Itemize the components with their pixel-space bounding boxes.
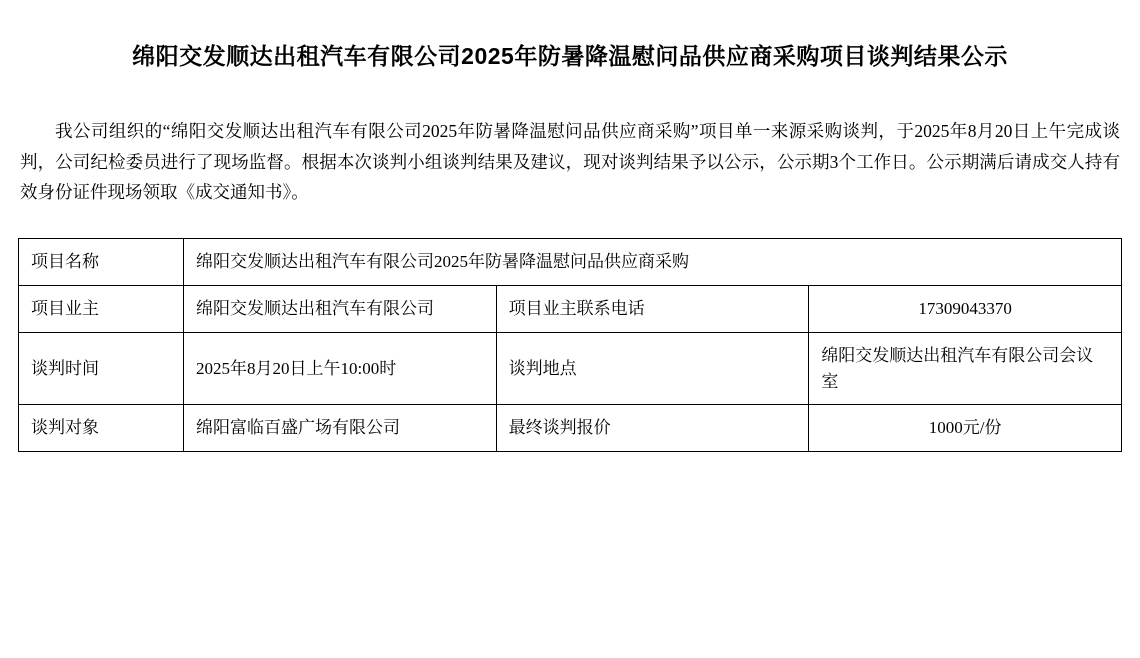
row-label-negotiation-place: 谈判地点 xyxy=(496,333,809,405)
table-row xyxy=(19,286,1122,333)
table-row xyxy=(19,239,1122,286)
row-label-project-name: 项目名称 xyxy=(19,239,184,286)
row-value-negotiation-place: 绵阳交发顺达出租汽车有限公司会议室 xyxy=(809,333,1122,405)
table-row xyxy=(19,333,1122,405)
row-label-owner: 项目业主 xyxy=(19,286,184,333)
row-value-owner: 绵阳交发顺达出租汽车有限公司 xyxy=(184,286,497,333)
row-label-owner-phone: 项目业主联系电话 xyxy=(496,286,809,333)
row-value-negotiation-time: 2025年8月20日上午10:00时 xyxy=(184,333,497,405)
announcement-paragraph: 我公司组织的“绵阳交发顺达出租汽车有限公司2025年防暑降温慰问品供应商采购”项目单一来源采购谈判，于2025年8月20日上午完成谈判，公司纪检委员进行了现场监督。根据本次谈判小组谈判结果及建议，现对谈判结果予以公示，公示期3个工作日。公示期满后请成交人持有效身份证件现场领取《成交通知书》。 xyxy=(20,121,1120,203)
row-label-negotiation-target: 谈判对象 xyxy=(19,405,184,452)
table-row xyxy=(19,405,1122,452)
row-value-owner-phone: 17309043370 xyxy=(809,286,1122,333)
row-label-final-price: 最终谈判报价 xyxy=(496,405,809,452)
document-page xyxy=(0,40,1140,658)
project-info-table xyxy=(18,238,1122,452)
row-value-final-price: 1000元/份 xyxy=(809,405,1122,452)
row-label-negotiation-time: 谈判时间 xyxy=(19,333,184,405)
page-title: 绵阳交发顺达出租汽车有限公司2025年防暑降温慰问品供应商采购项目谈判结果公示 xyxy=(132,43,1008,69)
row-value-negotiation-target: 绵阳富临百盛广场有限公司 xyxy=(184,405,497,452)
row-value-project-name: 绵阳交发顺达出租汽车有限公司2025年防暑降温慰问品供应商采购 xyxy=(184,239,1122,286)
